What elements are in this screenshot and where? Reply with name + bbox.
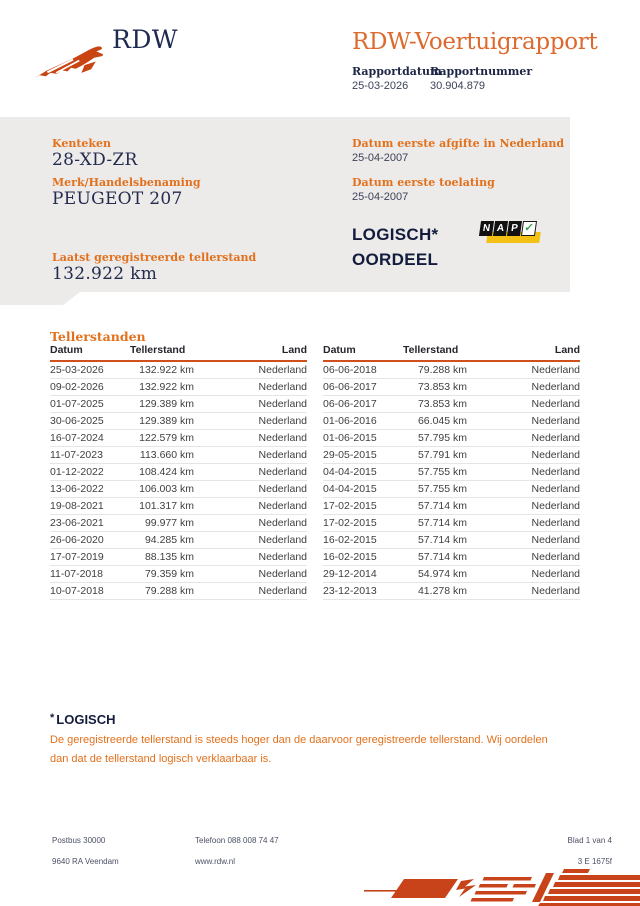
table-cell: 129.389 km bbox=[130, 413, 194, 430]
table-cell: Nederland bbox=[194, 498, 307, 515]
footer-address-line2: 9640 RA Veendam bbox=[52, 857, 119, 866]
table-row bbox=[323, 498, 580, 515]
afgifte-label: Datum eerste afgifte in Nederland bbox=[352, 137, 565, 150]
table-cell: 73.853 km bbox=[403, 379, 467, 396]
laatste-tellerstand-label: Laatst geregistreerde tellerstand bbox=[52, 251, 257, 264]
table-cell: Nederland bbox=[467, 481, 580, 498]
oordeel-line2: OORDEEL bbox=[352, 250, 439, 269]
table-cell: 79.359 km bbox=[130, 566, 194, 583]
table-header-row bbox=[50, 343, 307, 361]
table-cell: 57.714 km bbox=[403, 498, 467, 515]
table-cell: 13-06-2022 bbox=[50, 481, 130, 498]
footer-address-line1: Postbus 30000 bbox=[52, 836, 106, 845]
table-cell: 113.660 km bbox=[130, 447, 194, 464]
table-row bbox=[323, 413, 580, 430]
table-cell: 06-06-2018 bbox=[323, 361, 403, 379]
table-cell: Nederland bbox=[467, 549, 580, 566]
table-cell: 06-06-2017 bbox=[323, 396, 403, 413]
table-row bbox=[323, 447, 580, 464]
table-cell: 99.977 km bbox=[130, 515, 194, 532]
table-row bbox=[323, 430, 580, 447]
footnote-asterisk: * bbox=[50, 712, 55, 724]
table-cell: 66.045 km bbox=[403, 413, 467, 430]
tellerstanden-table-right bbox=[323, 343, 580, 600]
table-row bbox=[323, 396, 580, 413]
table-cell: 88.135 km bbox=[130, 549, 194, 566]
table-cell: Nederland bbox=[467, 464, 580, 481]
table-cell: Nederland bbox=[194, 566, 307, 583]
speed-stripes-graphic bbox=[364, 866, 640, 906]
footer-website: www.rdw.nl bbox=[195, 857, 236, 866]
footnote-title-text: LOGISCH bbox=[56, 712, 116, 727]
table-cell: Nederland bbox=[194, 532, 307, 549]
table-cell: 16-07-2024 bbox=[50, 430, 130, 447]
table-cell: 25-03-2026 bbox=[50, 361, 130, 379]
table-cell: 122.579 km bbox=[130, 430, 194, 447]
tellerstanden-table-left bbox=[50, 343, 307, 600]
report-number-label: Rapportnummer bbox=[430, 65, 533, 78]
table-cell: Nederland bbox=[194, 430, 307, 447]
footnote-title bbox=[50, 712, 116, 727]
table-cell: Nederland bbox=[467, 532, 580, 549]
table-cell: 132.922 km bbox=[130, 379, 194, 396]
table-cell: 01-12-2022 bbox=[50, 464, 130, 481]
footer-address bbox=[52, 830, 119, 872]
table-cell: Nederland bbox=[194, 379, 307, 396]
table-cell: 129.389 km bbox=[130, 396, 194, 413]
merk-label: Merk/Handelsbenaming bbox=[52, 176, 201, 189]
table-cell: Nederland bbox=[467, 583, 580, 600]
table-cell: 29-05-2015 bbox=[323, 447, 403, 464]
table-cell: Nederland bbox=[194, 396, 307, 413]
table-cell: 54.974 km bbox=[403, 566, 467, 583]
table-cell: 57.714 km bbox=[403, 515, 467, 532]
table-cell: Nederland bbox=[467, 447, 580, 464]
table-row bbox=[50, 464, 307, 481]
table-cell: 57.791 km bbox=[403, 447, 467, 464]
table-cell: 17-02-2015 bbox=[323, 515, 403, 532]
table-row bbox=[50, 583, 307, 600]
table-row bbox=[50, 361, 307, 379]
table-cell: Nederland bbox=[194, 413, 307, 430]
report-date-value: 25-03-2026 bbox=[352, 80, 409, 92]
table-cell: 73.853 km bbox=[403, 396, 467, 413]
table-cell: 79.288 km bbox=[130, 583, 194, 600]
nap-letter-a: A bbox=[493, 221, 508, 236]
table-cell: 57.714 km bbox=[403, 532, 467, 549]
table-cell: 04-04-2015 bbox=[323, 481, 403, 498]
table-cell: Nederland bbox=[467, 396, 580, 413]
nap-check-icon: ✓ bbox=[521, 221, 537, 236]
table-row bbox=[50, 379, 307, 396]
kenteken-label: Kenteken bbox=[52, 137, 112, 150]
footer-phone: Telefoon 088 008 74 47 bbox=[195, 836, 279, 845]
table-cell: 57.714 km bbox=[403, 549, 467, 566]
table-cell: Nederland bbox=[194, 447, 307, 464]
table-cell: 16-02-2015 bbox=[323, 532, 403, 549]
table-row bbox=[50, 566, 307, 583]
table-cell: 79.288 km bbox=[403, 361, 467, 379]
table-cell: 11-07-2018 bbox=[50, 566, 130, 583]
table-row bbox=[323, 566, 580, 583]
page-title: RDW-Voertuigrapport bbox=[352, 29, 598, 55]
tellerstanden-tables bbox=[50, 343, 580, 600]
table-cell: Nederland bbox=[467, 361, 580, 379]
table-cell: Nederland bbox=[467, 379, 580, 396]
table-row bbox=[50, 498, 307, 515]
table-row bbox=[50, 413, 307, 430]
panel-corner-tail bbox=[0, 292, 80, 305]
table-cell: Nederland bbox=[194, 464, 307, 481]
table-cell: Nederland bbox=[194, 361, 307, 379]
table-cell: Nederland bbox=[194, 583, 307, 600]
table-row bbox=[323, 361, 580, 379]
table-row bbox=[50, 481, 307, 498]
toelating-label: Datum eerste toelating bbox=[352, 176, 495, 189]
table-cell: 01-06-2016 bbox=[323, 413, 403, 430]
table-cell: 19-08-2021 bbox=[50, 498, 130, 515]
laatste-tellerstand-value: 132.922 km bbox=[52, 264, 158, 284]
table-cell: 57.755 km bbox=[403, 464, 467, 481]
kenteken-value: 28-XD-ZR bbox=[52, 150, 138, 170]
table-cell: 41.278 km bbox=[403, 583, 467, 600]
nap-letter-p: P bbox=[507, 221, 522, 236]
table-row bbox=[50, 430, 307, 447]
col-header-datum: Datum bbox=[50, 343, 130, 361]
table-cell: 23-12-2013 bbox=[323, 583, 403, 600]
table-cell: 57.755 km bbox=[403, 481, 467, 498]
table-cell: 17-07-2019 bbox=[50, 549, 130, 566]
table-row bbox=[323, 515, 580, 532]
table-row bbox=[323, 379, 580, 396]
table-cell: 06-06-2017 bbox=[323, 379, 403, 396]
rdw-logo-text: RDW bbox=[112, 25, 179, 54]
merk-value: PEUGEOT 207 bbox=[52, 189, 183, 209]
table-cell: 101.317 km bbox=[130, 498, 194, 515]
table-cell: 16-02-2015 bbox=[323, 549, 403, 566]
table-cell: 108.424 km bbox=[130, 464, 194, 481]
table-row bbox=[50, 532, 307, 549]
table-row bbox=[323, 481, 580, 498]
table-row bbox=[323, 549, 580, 566]
table-cell: Nederland bbox=[194, 515, 307, 532]
table-row bbox=[50, 396, 307, 413]
table-cell: 11-07-2023 bbox=[50, 447, 130, 464]
table-header-row bbox=[323, 343, 580, 361]
table-cell: 26-06-2020 bbox=[50, 532, 130, 549]
table-cell: 106.003 km bbox=[130, 481, 194, 498]
table-cell: 10-07-2018 bbox=[50, 583, 130, 600]
table-row bbox=[50, 515, 307, 532]
table-cell: Nederland bbox=[194, 549, 307, 566]
table-cell: 04-04-2015 bbox=[323, 464, 403, 481]
table-row bbox=[323, 583, 580, 600]
rdw-eagle-logo bbox=[34, 40, 104, 80]
table-cell: 132.922 km bbox=[130, 361, 194, 379]
table-cell: 57.795 km bbox=[403, 430, 467, 447]
table-cell: Nederland bbox=[467, 413, 580, 430]
afgifte-value: 25-04-2007 bbox=[352, 152, 409, 164]
table-cell: 17-02-2015 bbox=[323, 498, 403, 515]
col-header-land: Land bbox=[467, 343, 580, 361]
oordeel-line1: LOGISCH* bbox=[352, 225, 439, 244]
report-date-label: Rapportdatum bbox=[352, 65, 442, 78]
table-cell: 09-02-2026 bbox=[50, 379, 130, 396]
table-cell: Nederland bbox=[467, 430, 580, 447]
table-cell: 01-06-2015 bbox=[323, 430, 403, 447]
nap-letter-n: N bbox=[479, 221, 494, 236]
table-cell: Nederland bbox=[194, 481, 307, 498]
footer-contact bbox=[195, 830, 279, 872]
table-cell: 30-06-2025 bbox=[50, 413, 130, 430]
table-cell: 23-06-2021 bbox=[50, 515, 130, 532]
table-row bbox=[323, 532, 580, 549]
footer-page-indicator: Blad 1 van 4 bbox=[567, 836, 612, 845]
report-number-value: 30.904.879 bbox=[430, 80, 486, 92]
table-cell: Nederland bbox=[467, 498, 580, 515]
table-cell: 29-12-2014 bbox=[323, 566, 403, 583]
table-cell: Nederland bbox=[467, 566, 580, 583]
oordeel-verdict bbox=[352, 222, 438, 272]
table-row bbox=[323, 464, 580, 481]
col-header-datum: Datum bbox=[323, 343, 403, 361]
table-cell: 01-07-2025 bbox=[50, 396, 130, 413]
nap-logo bbox=[479, 221, 541, 251]
col-header-tellerstand: Tellerstand bbox=[403, 343, 467, 361]
table-row bbox=[50, 549, 307, 566]
tellerstanden-section-title: Tellerstanden bbox=[50, 329, 146, 344]
toelating-value: 25-04-2007 bbox=[352, 191, 409, 203]
col-header-land: Land bbox=[194, 343, 307, 361]
col-header-tellerstand: Tellerstand bbox=[130, 343, 194, 361]
footnote-body: De geregistreerde tellerstand is steeds hoger dan de daarvoor geregistreerde tellerstand. Wij oordelen dan dat de tellerstand logisch verklaarbaar is. bbox=[50, 734, 548, 765]
footer-doc-code: 3 E 1675f bbox=[577, 857, 612, 866]
table-cell: 94.285 km bbox=[130, 532, 194, 549]
table-row bbox=[50, 447, 307, 464]
table-cell: Nederland bbox=[467, 515, 580, 532]
